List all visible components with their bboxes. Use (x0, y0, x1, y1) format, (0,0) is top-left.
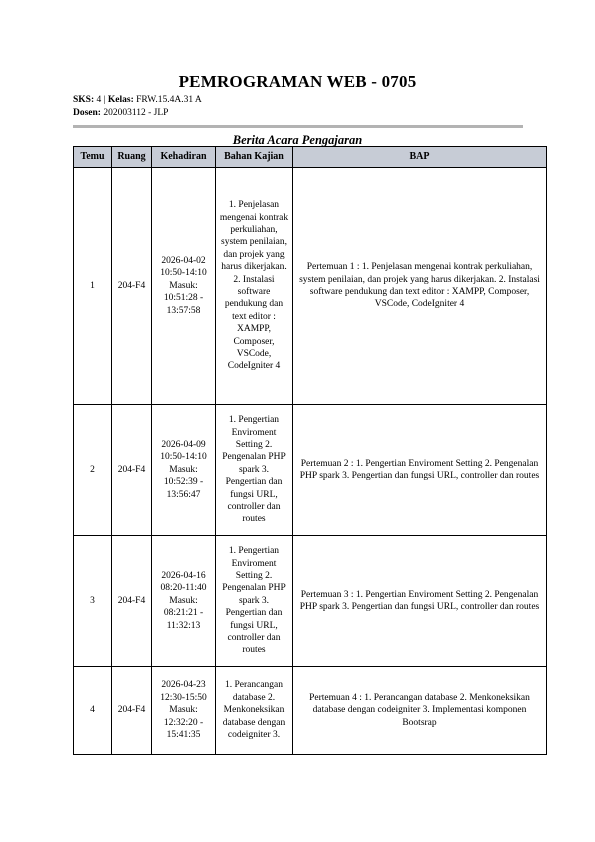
cell-kehadiran: 2026-04-16 08:20-11:40 Masuk: 08:21:21 - 11:32:13 (152, 536, 216, 667)
cell-bahan-kajian: 1. Pengertian Enviroment Setting 2. Pengenalan PHP spark 3. Pengertian dan fungsi URL, controller dan routes (216, 536, 293, 667)
cell-temu: 1 (74, 168, 112, 405)
kelas-label: Kelas: (107, 95, 134, 105)
cell-bahan-kajian: 1. Perancangan database 2. Menkoneksikan database dengan codeigniter 3. (216, 667, 293, 755)
column-header-temu: Temu (74, 147, 112, 168)
cell-bahan-kajian: 1. Pengertian Enviroment Setting 2. Pengenalan PHP spark 3. Pengertian dan fungsi URL, controller dan routes (216, 405, 293, 536)
cell-kehadiran: 2026-04-23 12:30-15:50 Masuk: 12:32:20 - 15:41:35 (152, 667, 216, 755)
document-title: PEMROGRAMAN WEB - 0705 (178, 72, 417, 91)
cell-kehadiran: 2026-04-09 10:50-14:10 Masuk: 10:52:39 - 13:56:47 (152, 405, 216, 536)
cell-temu: 2 (74, 405, 112, 536)
cell-ruang: 204-F4 (112, 536, 152, 667)
column-header-kehadiran: Kehadiran (152, 147, 216, 168)
bap-table (73, 146, 547, 755)
dosen-value: 202003112 - JLP (100, 108, 169, 118)
cell-bap: Pertemuan 3 : 1. Pengertian Enviroment Setting 2. Pengenalan PHP spark 3. Pengertian dan fungsi URL, controller dan routes (293, 536, 547, 667)
table-header-row (74, 147, 547, 168)
cell-bap: Pertemuan 2 : 1. Pengertian Enviroment Setting 2. Pengenalan PHP spark 3. Pengertian dan fungsi URL, controller dan routes (293, 405, 547, 536)
cell-temu: 3 (74, 536, 112, 667)
sks-label: SKS: (73, 95, 95, 105)
cell-ruang: 204-F4 (112, 667, 152, 755)
cell-kehadiran: 2026-04-02 10:50-14:10 Masuk: 10:51:28 - 13:57:58 (152, 168, 216, 405)
dosen-label: Dosen: (73, 108, 101, 118)
kelas-value: FRW.15.4A.31 A (133, 95, 202, 105)
header-divider (73, 125, 523, 128)
sks-value: 4 | (94, 95, 108, 105)
column-header-bap: BAP (293, 147, 547, 168)
course-info (73, 95, 202, 105)
column-header-ruang: Ruang (112, 147, 152, 168)
cell-ruang: 204-F4 (112, 405, 152, 536)
lecturer-info (73, 108, 168, 118)
table-row (74, 667, 547, 755)
section-title: Berita Acara Pengajaran (232, 133, 363, 147)
cell-bap: Pertemuan 1 : 1. Penjelasan mengenai kontrak perkuliahan, system penilaian, dan projek yang harus dikerjakan. 2. Instalasi software pendukung dan text editor : XAMPP, Composer, VSCode, CodeIgniter 4 (293, 168, 547, 405)
table-row (74, 405, 547, 536)
table-row (74, 168, 547, 405)
cell-bahan-kajian: 1. Penjelasan mengenai kontrak perkuliahan, system penilaian, dan projek yang harus dikerjakan. 2. Instalasi software pendukung dan text editor : XAMPP, Composer, VSCode, CodeIgniter 4 (216, 168, 293, 405)
table-row (74, 536, 547, 667)
cell-ruang: 204-F4 (112, 168, 152, 405)
column-header-bahan-kajian: Bahan Kajian (216, 147, 293, 168)
cell-bap: Pertemuan 4 : 1. Perancangan database 2. Menkoneksikan database dengan codeigniter 3. Implementasi komponen Bootsrap (293, 667, 547, 755)
cell-temu: 4 (74, 667, 112, 755)
